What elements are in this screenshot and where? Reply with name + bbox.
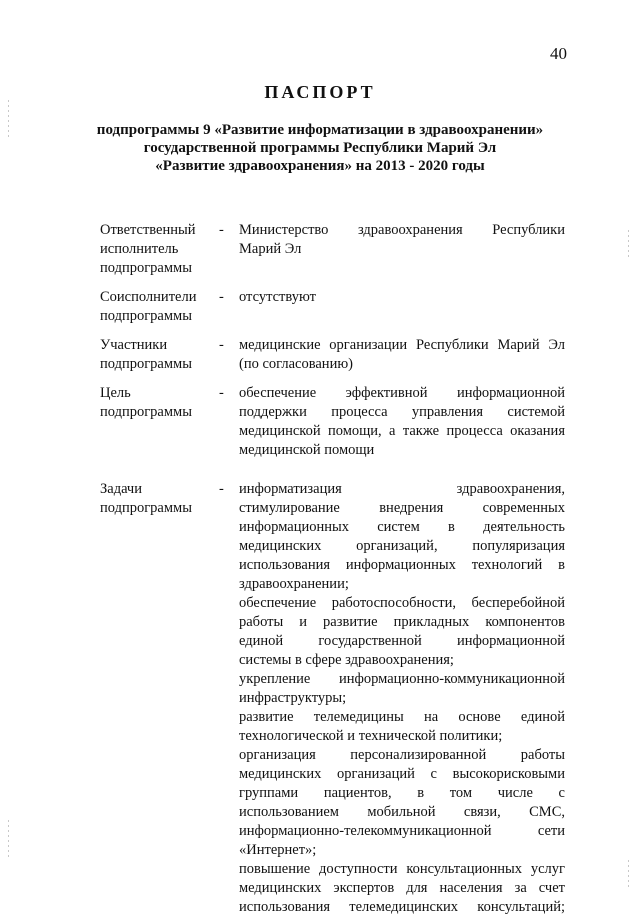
row-label: Цель подпрограммы: [100, 385, 192, 420]
page-number: 40: [550, 44, 567, 63]
row-value: отсутствуют: [239, 289, 316, 305]
row-dash: -: [219, 337, 224, 353]
row-dash: -: [219, 289, 224, 305]
row-label: Соисполнители подпрограммы: [100, 289, 197, 324]
subtitle-line: «Развитие здравоохранения» на 2013 - 2020 годы: [155, 158, 485, 174]
passport-row-coexecutors: [0, 288, 640, 326]
scan-edge-mark: [8, 100, 9, 140]
row-value: обеспечение эффективной информационной поддержки процесса управления системой медицинской помощи, а также процесса оказания медицинской помощи: [239, 385, 565, 458]
row-dash: -: [219, 222, 224, 238]
row-label: Участники подпрограммы: [100, 337, 192, 372]
row-dash: -: [219, 481, 224, 497]
passport-table: [0, 221, 640, 917]
passport-row-goal: [0, 384, 640, 460]
row-label: Ответственный исполнитель подпрограммы: [100, 222, 196, 276]
subtitle-line: подпрограммы 9 «Развитие информатизации в здравоохранении»: [96, 122, 544, 138]
row-value: медицинские организации Республики Марий Эл (по согласованию): [239, 337, 565, 372]
document-subtitle: [60, 121, 580, 175]
subtitle-line: государственной программы Республики Марий Эл: [143, 140, 497, 156]
row-value: Министерство здравоохранения Республики Марий Эл: [239, 222, 565, 257]
row-label: Задачи подпрограммы: [100, 481, 192, 516]
passport-row-responsible: [0, 221, 640, 278]
passport-row-participants: [0, 336, 640, 374]
row-value: информатизация здравоохранения, стимулирование внедрения современных информационных систем в деятельность медицинских организаций, популяризация использования информационных технологий в здравоохранении; обеспечение работоспособности, бесперебойной работы и развитие прикладных компонентов единой государственной информационной системы в сфере здравоохранения; укрепление информационно-коммуникационной инфраструктуры; развитие телемедицины на основе единой технологической и технической политики; организация персонализированной работы медицинских организаций с высокорисковыми группами пациентов, в том числе с использованием мобильной связи, СМС, информационно-телекоммуникационной сети «Интернет»; повышение доступности консультационных услуг медицинских экспертов для населения за счет использования телемедицинских консультаций;: [239, 481, 565, 915]
row-dash: -: [219, 385, 224, 401]
document-title: ПАСПОРТ: [264, 82, 376, 102]
passport-row-tasks: [0, 480, 640, 917]
